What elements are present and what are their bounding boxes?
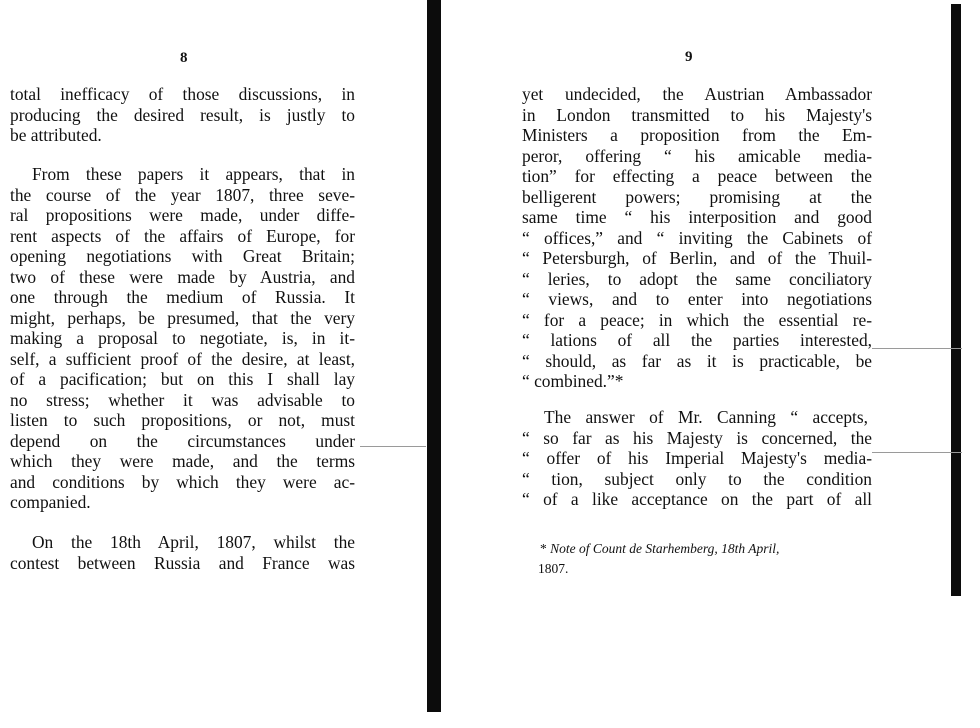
- text-line: might, perhaps, be presumed, that the very: [10, 307, 355, 328]
- text-line: “ so far as his Majesty is concerned, the: [522, 427, 872, 448]
- footnote-text: Note of Count de Starhemberg, 18th April,: [550, 541, 780, 556]
- text-line: “ combined.”*: [522, 371, 624, 391]
- text-line: “ offer of his Imperial Majesty's media-: [522, 448, 872, 468]
- text-line: On the 18th April, 1807, whilst the: [32, 532, 355, 552]
- text-line: listen to such propositions, or not, must: [10, 410, 355, 430]
- scan-artifact-rule: [872, 452, 962, 453]
- text-line: two of these were made by Austria, and: [10, 266, 355, 287]
- page-edge-shadow: [951, 4, 961, 596]
- text-line: “ tion, subject only to the condition: [522, 468, 872, 489]
- text-line: “ of a like acceptance on the part of all: [522, 489, 872, 509]
- left-paragraph-3: [10, 532, 355, 573]
- text-line: one through the medium of Russia. It: [10, 287, 355, 307]
- text-line: “ for a peace; in which the essential re-: [522, 309, 872, 330]
- left-page: [0, 0, 425, 728]
- text-line: and conditions by which they were ac-: [10, 471, 355, 492]
- text-line: The answer of Mr. Canning “ accepts,: [544, 407, 868, 427]
- footnote: [540, 539, 875, 579]
- text-line: in London transmitted to his Majesty's: [522, 104, 872, 125]
- text-line: no stress; whether it was advisable to: [10, 389, 355, 410]
- page-number-right: 9: [685, 49, 693, 65]
- right-paragraph-1: [522, 84, 872, 392]
- text-line: Ministers a proposition from the Em-: [522, 125, 872, 145]
- text-line: “ lations of all the parties interested,: [522, 330, 872, 350]
- text-line: “ views, and to enter into negotiations: [522, 289, 872, 309]
- text-line: “ Petersburgh, of Berlin, and of the Thuil-: [522, 248, 872, 268]
- binding-gutter: [427, 0, 441, 712]
- text-line: “ should, as far as it is practicable, be: [522, 350, 872, 371]
- left-paragraph-2: [10, 164, 355, 513]
- text-line: making a proposal to negotiate, is, in it-: [10, 328, 355, 348]
- text-line: contest between Russia and France was: [10, 552, 355, 573]
- text-line: the course of the year 1807, three seve-: [10, 184, 355, 205]
- right-paragraph-2: [522, 407, 872, 510]
- text-line: yet undecided, the Austrian Ambassador: [522, 84, 872, 104]
- text-line: same time “ his interposition and good: [522, 207, 872, 227]
- text-line: self, a sufficient proof of the desire, at least,: [10, 348, 355, 369]
- text-line: “ offices,” and “ inviting the Cabinets of: [522, 227, 872, 248]
- text-line: “ leries, to adopt the same conciliatory: [522, 268, 872, 289]
- text-line: depend on the circumstances under: [10, 430, 355, 451]
- text-line: belligerent powers; promising at the: [522, 186, 872, 207]
- footnote-year: 1807.: [538, 561, 569, 576]
- text-line: ral propositions were made, under diffe-: [10, 205, 355, 225]
- text-line: of a pacification; but on this I shall lay: [10, 369, 355, 389]
- left-paragraph-1: [10, 84, 355, 146]
- page-number-left: 8: [180, 50, 188, 66]
- scan-artifact-rule: [872, 348, 962, 349]
- text-line: be attributed.: [10, 125, 102, 145]
- text-line: which they were made, and the terms: [10, 451, 355, 471]
- text-line: companied.: [10, 492, 91, 512]
- text-line: rent aspects of the affairs of Europe, for: [10, 225, 355, 246]
- text-line: total inefficacy of those discussions, in: [10, 84, 355, 104]
- text-line: producing the desired result, is justly to: [10, 104, 355, 125]
- scan-artifact-rule: [360, 446, 426, 447]
- footnote-marker: *: [540, 541, 551, 556]
- text-line: peror, offering “ his amicable media-: [522, 145, 872, 166]
- text-line: tion” for effecting a peace between the: [522, 166, 872, 186]
- text-line: opening negotiations with Great Britain;: [10, 246, 355, 266]
- right-page: [442, 0, 962, 728]
- text-line: From these papers it appears, that in: [32, 164, 355, 184]
